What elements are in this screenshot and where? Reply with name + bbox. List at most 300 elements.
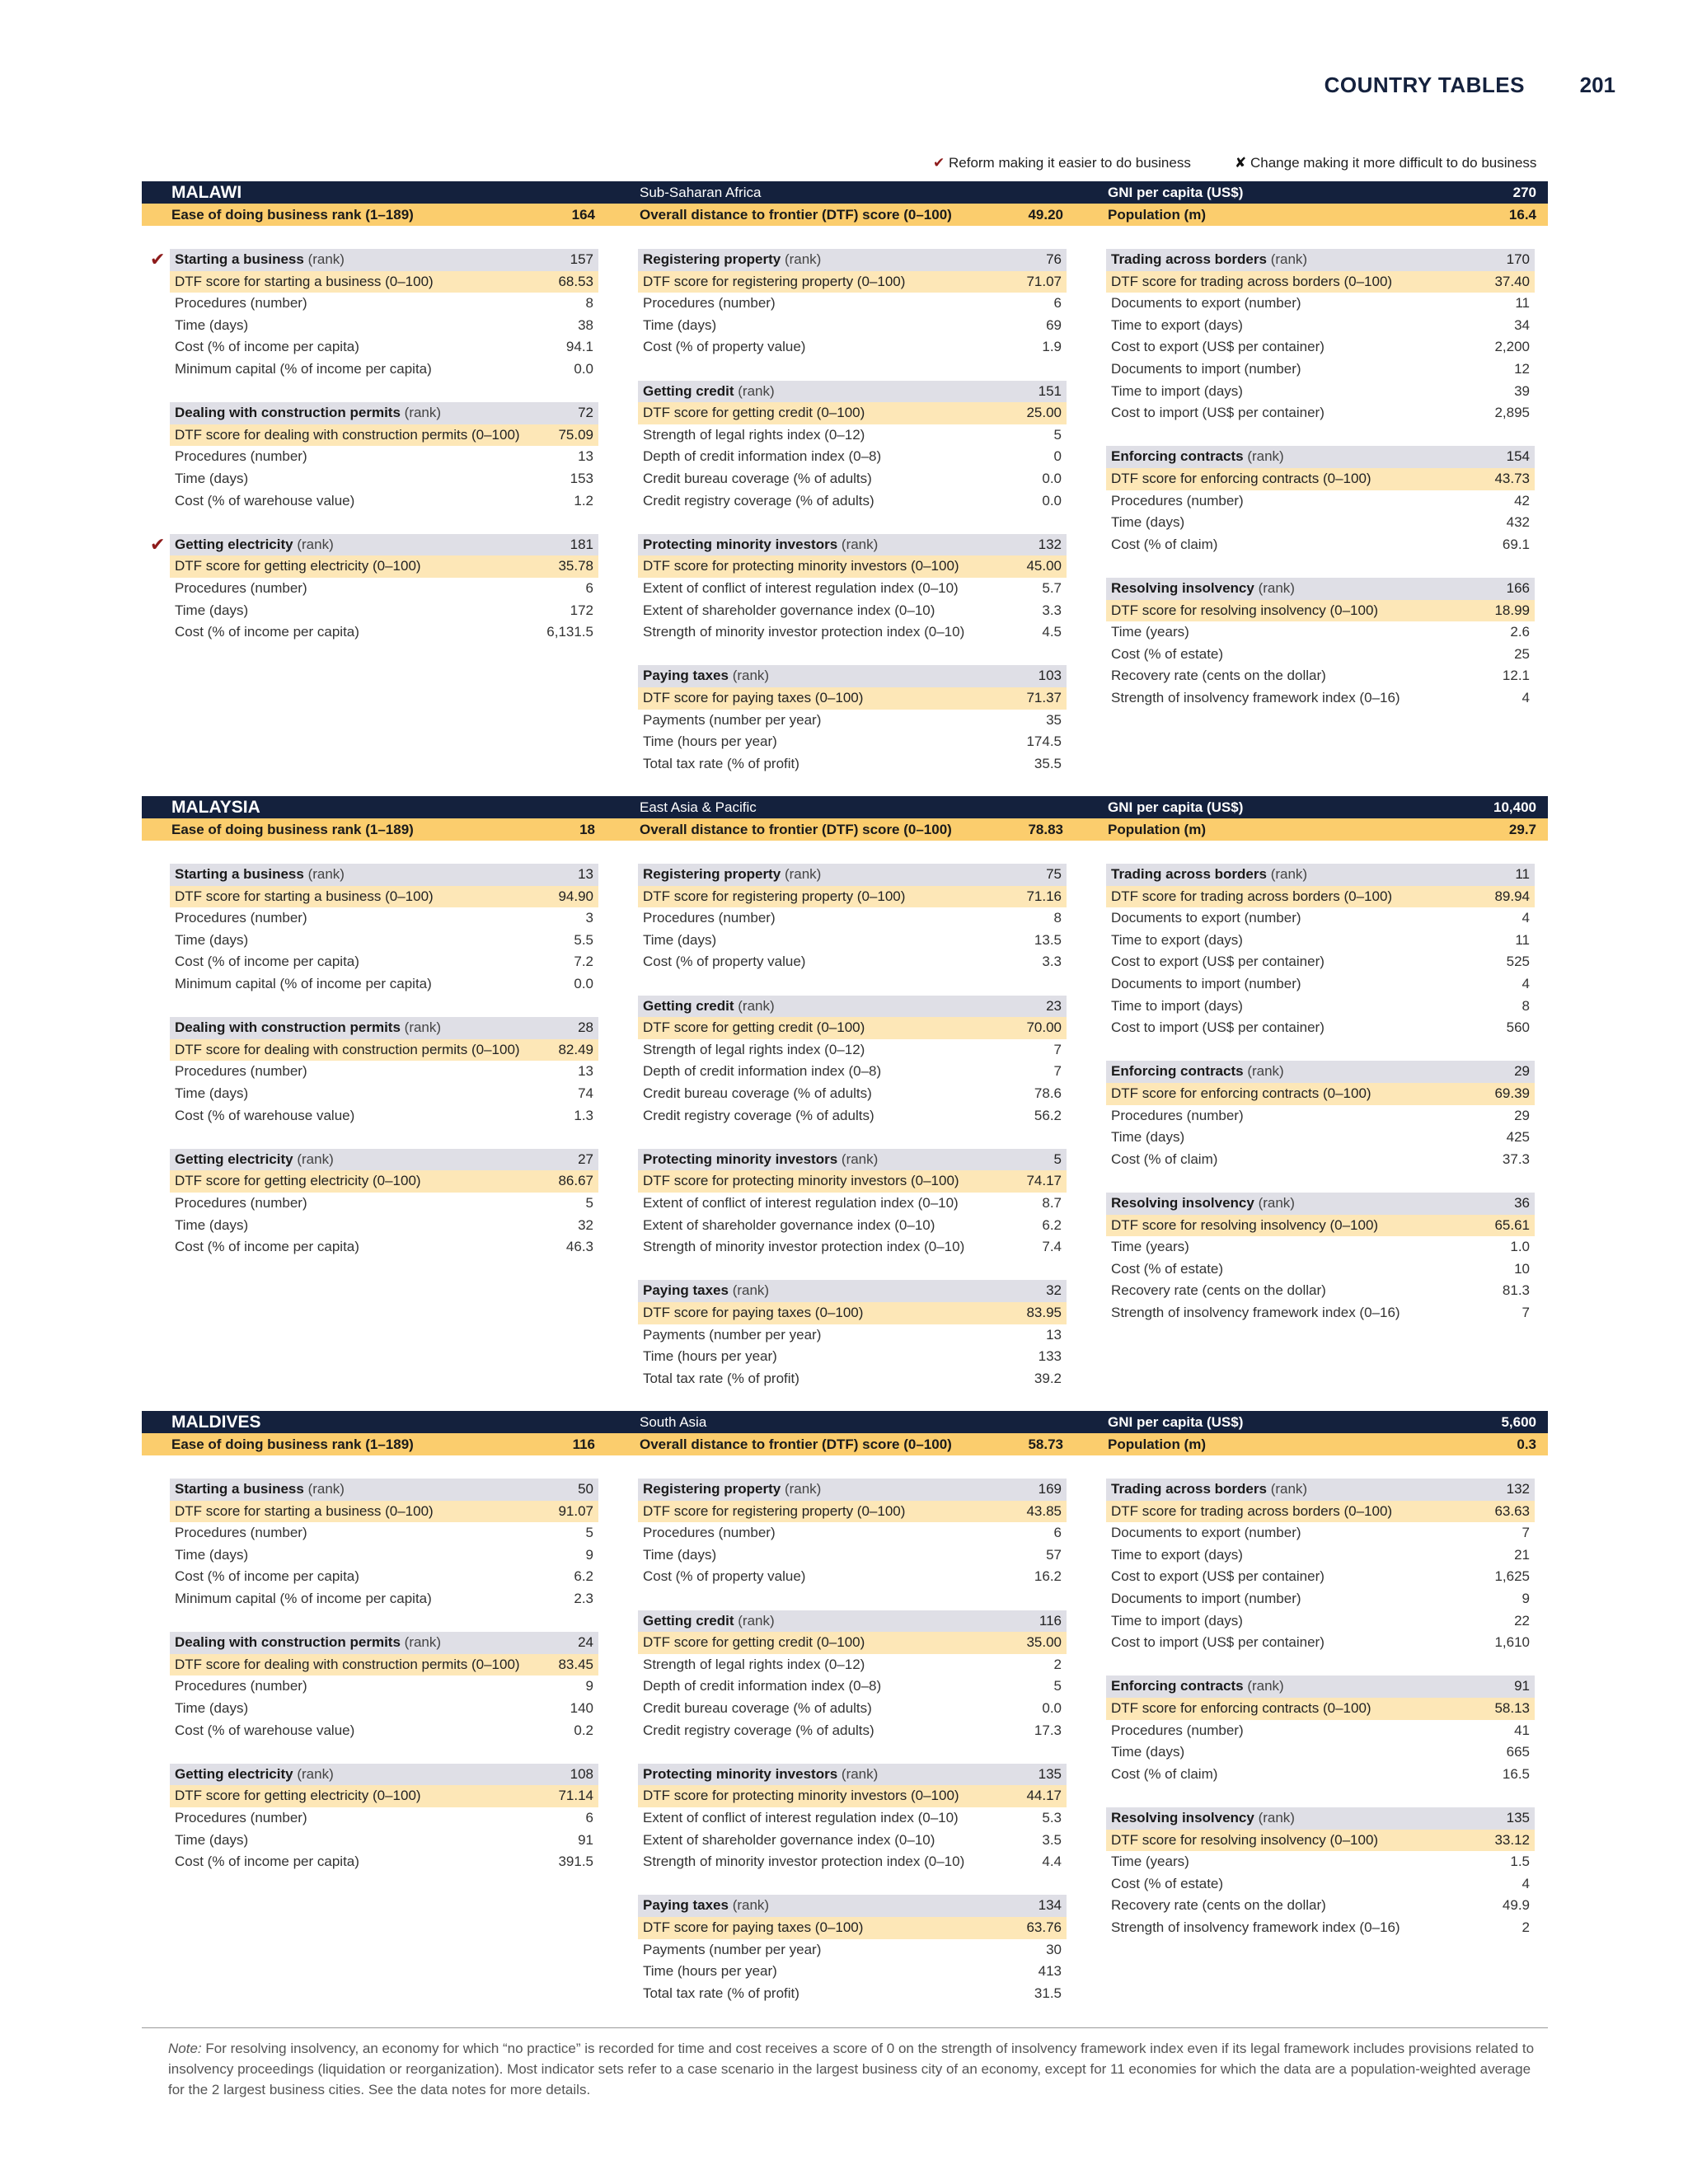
- indicator-enforcing-contracts: [1106, 1061, 1535, 1170]
- sub-indicator-row: [638, 1675, 1067, 1698]
- population-value: 0.3: [1517, 1436, 1536, 1452]
- rank-suffix: (rank): [297, 1151, 334, 1167]
- sub-indicator-value: 0.2: [574, 1722, 593, 1738]
- indicator-rank: 11: [1515, 866, 1530, 882]
- sub-indicator-label: Credit registry coverage (% of adults): [643, 1107, 874, 1123]
- dtf-score-label: DTF score for getting credit (0–100): [643, 405, 865, 421]
- country-name: MALAWI: [171, 183, 242, 202]
- sub-indicator-row: [638, 1698, 1067, 1720]
- sub-indicator-value: 4: [1522, 690, 1530, 705]
- sub-indicator-row: [638, 1324, 1067, 1347]
- indicator-name: Registering property: [643, 1481, 781, 1497]
- indicator-title: [1111, 1193, 1295, 1215]
- sub-indicator-row: [638, 424, 1067, 447]
- sub-indicator-value: 4.5: [1042, 624, 1062, 640]
- sub-indicator-value: 35.5: [1034, 755, 1062, 771]
- sub-indicator-label: Procedures (number): [175, 1063, 307, 1080]
- dtf-score-value: 35.78: [558, 558, 593, 574]
- dtf-score-label: DTF score for paying taxes (0–100): [643, 1919, 864, 1935]
- note-label: Note:: [168, 2041, 202, 2056]
- sub-indicator-row: [170, 359, 598, 381]
- indicator-registering-property: [638, 249, 1067, 359]
- indicator-name: Starting a business: [175, 866, 304, 882]
- indicator-title: [643, 1479, 821, 1501]
- ease-rank-value: 116: [572, 1436, 595, 1452]
- country-header-band: [142, 796, 1548, 841]
- checkmark-icon: ✔: [933, 155, 945, 171]
- dtf-score-row: [170, 1785, 598, 1807]
- sub-indicator-label: Cost (% of warehouse value): [175, 1722, 355, 1738]
- indicator-title: [643, 1149, 878, 1171]
- indicator-rank: 166: [1506, 580, 1530, 596]
- dtf-score-row: [638, 886, 1067, 908]
- sub-indicator-label: Time (days): [175, 931, 249, 948]
- indicator-name: Trading across borders: [1111, 251, 1267, 267]
- sub-indicator-row: [170, 336, 598, 359]
- indicator-title: [643, 1764, 878, 1786]
- sub-indicator-value: 17.3: [1034, 1722, 1062, 1738]
- rank-suffix: (rank): [732, 1282, 770, 1299]
- rank-suffix: (rank): [307, 251, 345, 267]
- sub-indicator-value: 5: [1053, 1678, 1062, 1694]
- sub-indicator-row: [638, 1830, 1067, 1852]
- indicator-paying-taxes: [638, 1895, 1067, 2004]
- dtf-score-label: DTF score for starting a business (0–100): [175, 273, 434, 289]
- sub-indicator-label: Depth of credit information index (0–8): [643, 448, 882, 465]
- sub-indicator-row: [1106, 1258, 1535, 1281]
- sub-indicator-row: [1106, 644, 1535, 666]
- sub-indicator-value: 9: [1522, 1591, 1530, 1606]
- sub-indicator-row: [170, 1236, 598, 1258]
- sub-indicator-label: Time (days): [175, 1546, 249, 1563]
- rank-suffix: (rank): [738, 997, 775, 1014]
- sub-indicator-label: Credit registry coverage (% of adults): [643, 1722, 874, 1738]
- rank-suffix: (rank): [784, 866, 822, 882]
- sub-indicator-label: Time (hours per year): [643, 733, 777, 750]
- sub-indicator-value: 12: [1514, 361, 1530, 377]
- sub-indicator-row: [638, 1544, 1067, 1567]
- dtf-score-row: [638, 555, 1067, 578]
- sub-indicator-label: Strength of insolvency framework index (0–16): [1111, 1305, 1400, 1320]
- sub-indicator-row: [638, 315, 1067, 337]
- sub-indicator-value: 13: [578, 1063, 593, 1080]
- sub-indicator-label: Documents to import (number): [1111, 361, 1301, 377]
- sub-indicator-row: [170, 446, 598, 468]
- dtf-score-value: 43.85: [1026, 1502, 1062, 1519]
- indicator-heading: [638, 1610, 1067, 1633]
- sub-indicator-value: 30: [1046, 1941, 1062, 1957]
- rank-suffix: (rank): [1247, 1678, 1284, 1694]
- dtf-score-value: 86.67: [558, 1173, 593, 1189]
- dtf-score-row: [638, 1501, 1067, 1523]
- sub-indicator-value: 49.9: [1502, 1897, 1530, 1914]
- sub-indicator-label: Time (days): [175, 1085, 249, 1101]
- sub-indicator-row: [1106, 665, 1535, 687]
- indicator-heading: [638, 1895, 1067, 1917]
- rank-suffix: (rank): [307, 866, 345, 882]
- indicator-name: Protecting minority investors: [643, 1765, 838, 1782]
- sub-indicator-label: Procedures (number): [175, 910, 307, 926]
- indicator-dealing-with-construction-permits: [170, 1017, 598, 1127]
- sub-indicator-label: Total tax rate (% of profit): [643, 1985, 799, 2001]
- dtf-score-row: [1106, 468, 1535, 490]
- sub-indicator-row: [1106, 951, 1535, 973]
- indicator-heading: [1106, 578, 1535, 600]
- sub-indicator-label: Extent of conflict of interest regulation index (0–10): [643, 1809, 959, 1825]
- country-block-maldives: [0, 1411, 1688, 2004]
- dtf-score-label: DTF score for resolving insolvency (0–100): [1111, 1216, 1379, 1233]
- sub-indicator-row: [170, 1083, 598, 1105]
- sub-indicator-row: [638, 1720, 1067, 1742]
- sub-indicator-label: Time (days): [1111, 1129, 1185, 1146]
- overall-dtf-value: 58.73: [1028, 1436, 1063, 1452]
- sub-indicator-label: Extent of conflict of interest regulation index (0–10): [643, 579, 959, 596]
- rank-suffix: (rank): [1258, 1810, 1295, 1825]
- dtf-score-label: DTF score for getting credit (0–100): [643, 1634, 865, 1651]
- sub-indicator-row: [170, 1851, 598, 1873]
- indicator-heading: [638, 249, 1067, 271]
- sub-indicator-row: [1106, 402, 1535, 424]
- sub-indicator-row: [638, 710, 1067, 732]
- dtf-score-value: 94.90: [558, 888, 593, 904]
- sub-indicator-label: Time (days): [175, 1216, 249, 1233]
- sub-indicator-row: [1106, 1917, 1535, 1939]
- sub-indicator-label: Time (days): [643, 1546, 717, 1563]
- indicator-rank: 32: [1046, 1282, 1062, 1299]
- sub-indicator-value: 2,895: [1494, 405, 1530, 421]
- sub-indicator-value: 5.7: [1042, 579, 1062, 596]
- dtf-score-row: [170, 1039, 598, 1062]
- sub-indicator-value: 5.3: [1042, 1809, 1062, 1825]
- sub-indicator-label: Procedures (number): [1111, 492, 1244, 509]
- sub-indicator-value: 11: [1515, 295, 1530, 312]
- rank-suffix: (rank): [784, 1481, 822, 1497]
- sub-indicator-row: [1106, 1895, 1535, 1917]
- x-mark-icon: ✘: [1235, 155, 1247, 171]
- sub-indicator-row: [638, 1039, 1067, 1062]
- rank-suffix: (rank): [1247, 1063, 1284, 1080]
- sub-indicator-value: 560: [1506, 1019, 1530, 1036]
- sub-indicator-label: Cost (% of property value): [643, 339, 806, 355]
- sub-indicator-label: Time to export (days): [1111, 931, 1243, 948]
- sub-indicator-value: 5: [585, 1525, 593, 1541]
- indicator-rank: 5: [1053, 1151, 1062, 1167]
- dtf-score-label: DTF score for registering property (0–100): [643, 273, 906, 289]
- sub-indicator-row: [638, 1851, 1067, 1873]
- dtf-score-row: [1106, 1501, 1535, 1523]
- sub-indicator-label: Cost to export (US$ per container): [1111, 954, 1325, 970]
- indicator-rank: 91: [1514, 1678, 1530, 1694]
- sub-indicator-label: Cost (% of property value): [643, 954, 806, 970]
- indicator-starting-a-business: [170, 1479, 598, 1610]
- sub-indicator-label: Credit registry coverage (% of adults): [643, 492, 874, 509]
- indicator-trading-across-borders: [1106, 1479, 1535, 1654]
- sub-indicator-label: Strength of legal rights index (0–12): [643, 1041, 865, 1057]
- sub-indicator-row: [638, 446, 1067, 468]
- indicator-heading: [170, 1479, 598, 1501]
- dtf-score-row: [170, 271, 598, 293]
- sub-indicator-row: [638, 1061, 1067, 1083]
- sub-indicator-row: [170, 1807, 598, 1830]
- dtf-score-value: 71.16: [1026, 888, 1062, 904]
- sub-indicator-row: [170, 1566, 598, 1588]
- sub-indicator-value: 5.5: [574, 931, 593, 948]
- indicator-rank: 24: [578, 1634, 593, 1651]
- sub-indicator-value: 7.2: [574, 954, 593, 970]
- indicator-rank: 116: [1039, 1612, 1062, 1629]
- dtf-score-label: DTF score for dealing with construction permits (0–100): [175, 1041, 520, 1057]
- sub-indicator-label: Cost to export (US$ per container): [1111, 1568, 1325, 1585]
- indicator-rank: 157: [570, 251, 593, 267]
- ease-rank-label: Ease of doing business rank (1–189): [171, 207, 414, 223]
- indicator-getting-credit: [638, 1610, 1067, 1742]
- dtf-score-value: 69.39: [1494, 1085, 1530, 1101]
- dtf-score-row: [638, 1917, 1067, 1939]
- sub-indicator-row: [170, 600, 598, 622]
- sub-indicator-row: [1106, 359, 1535, 381]
- indicator-title: [643, 381, 775, 403]
- indicator-name: Resolving insolvency: [1111, 1810, 1254, 1825]
- sub-indicator-label: Time (hours per year): [643, 1348, 777, 1365]
- indicator-dealing-with-construction-permits: [170, 1632, 598, 1741]
- sub-indicator-value: 8: [585, 295, 593, 312]
- dtf-score-row: [1106, 1083, 1535, 1105]
- sub-indicator-value: 25: [1514, 645, 1530, 662]
- region: South Asia: [640, 1414, 707, 1430]
- indicator-column: [170, 1479, 598, 1895]
- sub-indicator-label: Cost to import (US$ per container): [1111, 1019, 1325, 1036]
- indicator-rank: 169: [1038, 1481, 1062, 1497]
- indicator-column: [638, 864, 1067, 1412]
- sub-indicator-label: Procedures (number): [643, 910, 776, 926]
- indicator-name: Enforcing contracts: [1111, 448, 1244, 465]
- indicator-getting-credit: [638, 381, 1067, 513]
- indicator-heading: [1106, 249, 1535, 271]
- sub-indicator-row: [1106, 687, 1535, 710]
- dtf-score-label: DTF score for trading across borders (0–100): [1111, 888, 1393, 904]
- indicator-name: Starting a business: [175, 1481, 304, 1497]
- sub-indicator-label: Depth of credit information index (0–8): [643, 1678, 882, 1694]
- indicator-rank: 151: [1038, 382, 1062, 399]
- sub-indicator-value: 9: [585, 1546, 593, 1563]
- indicator-heading: [1106, 1193, 1535, 1215]
- sub-indicator-row: [638, 468, 1067, 490]
- sub-indicator-value: 3: [585, 910, 593, 926]
- dtf-score-label: DTF score for resolving insolvency (0–100): [1111, 602, 1379, 618]
- gni-value: 5,600: [1501, 1414, 1536, 1430]
- sub-indicator-row: [638, 753, 1067, 776]
- dtf-score-value: 37.40: [1494, 273, 1530, 289]
- sub-indicator-row: [638, 1215, 1067, 1237]
- sub-indicator-row: [1106, 1236, 1535, 1258]
- dtf-score-label: DTF score for getting electricity (0–100): [175, 1788, 421, 1804]
- country-summary-bar: [142, 204, 1548, 226]
- indicator-heading: [638, 381, 1067, 403]
- indicator-name: Getting credit: [643, 1612, 734, 1629]
- reform-checkmark-icon: ✔: [150, 533, 166, 555]
- sub-indicator-row: [1106, 907, 1535, 930]
- sub-indicator-row: [638, 930, 1067, 952]
- indicator-rank: 134: [1038, 1897, 1062, 1914]
- sub-indicator-value: 3.3: [1042, 602, 1062, 618]
- sub-indicator-label: Procedures (number): [1111, 1107, 1244, 1123]
- rank-suffix: (rank): [841, 1765, 879, 1782]
- indicator-heading: [1106, 1479, 1535, 1501]
- sub-indicator-label: Time (years): [1111, 624, 1189, 640]
- sub-indicator-label: Time (days): [175, 1831, 249, 1848]
- sub-indicator-label: Cost (% of claim): [1111, 1151, 1218, 1167]
- rank-suffix: (rank): [1270, 866, 1308, 882]
- indicator-column: [638, 1479, 1067, 2027]
- sub-indicator-label: Cost (% of claim): [1111, 1765, 1218, 1782]
- rank-suffix: (rank): [732, 668, 770, 684]
- indicator-paying-taxes: [638, 665, 1067, 775]
- sub-indicator-value: 6: [585, 1809, 593, 1825]
- sub-indicator-value: 0.0: [1042, 1699, 1062, 1716]
- dtf-score-label: DTF score for enforcing contracts (0–100): [1111, 1699, 1372, 1716]
- indicator-title: [1111, 578, 1295, 600]
- indicator-name: Trading across borders: [1111, 1481, 1267, 1497]
- indicator-rank: 181: [570, 536, 593, 552]
- sub-indicator-row: [638, 1983, 1067, 2005]
- legend-change-text: Change making it more difficult to do business: [1250, 155, 1537, 171]
- indicator-heading: [170, 1017, 598, 1039]
- indicator-rank: 36: [1514, 1195, 1530, 1211]
- indicator-name: Resolving insolvency: [1111, 580, 1254, 596]
- indicator-heading: [1106, 864, 1535, 886]
- country-title-bar: [142, 1411, 1548, 1433]
- sub-indicator-label: Procedures (number): [175, 1194, 307, 1211]
- country-name: MALAYSIA: [171, 798, 260, 817]
- sub-indicator-row: [170, 621, 598, 644]
- overall-dtf-label: Overall distance to frontier (DTF) score (0–100): [640, 822, 952, 837]
- sub-indicator-label: Extent of shareholder governance index (0–10): [643, 1216, 935, 1233]
- indicator-title: [175, 534, 334, 556]
- gni-label: GNI per capita (US$): [1108, 1414, 1244, 1430]
- indicator-registering-property: [638, 1479, 1067, 1588]
- rank-suffix: (rank): [841, 536, 879, 552]
- rank-suffix: (rank): [297, 536, 334, 552]
- footnote: [142, 2027, 1548, 2100]
- sub-indicator-value: 5: [585, 1194, 593, 1211]
- indicator-heading: [1106, 1675, 1535, 1698]
- sub-indicator-label: Procedures (number): [175, 1525, 307, 1541]
- sub-indicator-label: Credit bureau coverage (% of adults): [643, 1699, 872, 1716]
- sub-indicator-row: [1106, 490, 1535, 513]
- dtf-score-label: DTF score for trading across borders (0–100): [1111, 273, 1393, 289]
- sub-indicator-label: Cost (% of estate): [1111, 645, 1224, 662]
- dtf-score-row: [638, 271, 1067, 293]
- reform-checkmark-icon: ✔: [150, 249, 166, 269]
- sub-indicator-value: 22: [1514, 1612, 1530, 1629]
- indicator-heading: [170, 534, 598, 556]
- indicator-trading-across-borders: [1106, 864, 1535, 1039]
- rank-suffix: (rank): [784, 251, 822, 267]
- indicator-rank: 170: [1506, 251, 1530, 267]
- sub-indicator-row: [1106, 1851, 1535, 1873]
- indicator-heading: [1106, 1807, 1535, 1830]
- sub-indicator-value: 413: [1038, 1963, 1062, 1980]
- indicator-column: [150, 249, 598, 665]
- sub-indicator-label: Time (days): [175, 602, 249, 618]
- sub-indicator-label: Minimum capital (% of income per capita): [175, 361, 432, 377]
- dtf-score-value: 71.07: [1026, 273, 1062, 289]
- overall-dtf-label: Overall distance to frontier (DTF) score (0–100): [640, 1436, 952, 1452]
- sub-indicator-row: [170, 973, 598, 996]
- sub-indicator-row: [170, 930, 598, 952]
- indicator-resolving-insolvency: [1106, 578, 1535, 710]
- indicator-heading: [170, 1764, 598, 1786]
- dtf-score-value: 63.63: [1494, 1502, 1530, 1519]
- sub-indicator-value: 7: [1522, 1525, 1530, 1541]
- sub-indicator-value: 7.4: [1042, 1239, 1062, 1255]
- dtf-score-label: DTF score for getting credit (0–100): [643, 1019, 865, 1036]
- sub-indicator-value: 4: [1522, 910, 1530, 926]
- sub-indicator-row: [638, 1083, 1067, 1105]
- sub-indicator-label: Cost (% of income per capita): [175, 1239, 359, 1255]
- ease-rank-label: Ease of doing business rank (1–189): [171, 822, 414, 837]
- sub-indicator-value: 56.2: [1034, 1107, 1062, 1123]
- sub-indicator-value: 35: [1046, 711, 1062, 728]
- indicator-rank: 75: [1046, 866, 1062, 882]
- sub-indicator-label: Cost (% of income per capita): [175, 954, 359, 970]
- sub-indicator-label: Cost to import (US$ per container): [1111, 405, 1325, 421]
- indicator-name: Enforcing contracts: [1111, 1678, 1244, 1694]
- sub-indicator-row: [638, 907, 1067, 930]
- dtf-score-row: [170, 555, 598, 578]
- dtf-score-value: 71.37: [1026, 689, 1062, 705]
- sub-indicator-row: [638, 951, 1067, 973]
- sub-indicator-label: Documents to import (number): [1111, 976, 1301, 991]
- sub-indicator-value: 37.3: [1502, 1151, 1530, 1167]
- sub-indicator-label: Cost to export (US$ per container): [1111, 339, 1325, 355]
- sub-indicator-label: Documents to export (number): [1111, 910, 1301, 926]
- indicator-rank: 23: [1046, 997, 1062, 1014]
- dtf-score-row: [638, 1785, 1067, 1807]
- sub-indicator-value: 0.0: [574, 976, 593, 991]
- indicator-column: [1106, 864, 1535, 1346]
- sub-indicator-label: Recovery rate (cents on the dollar): [1111, 1282, 1326, 1299]
- legend: [907, 155, 1550, 176]
- sub-indicator-value: 0: [1053, 448, 1062, 465]
- sub-indicator-value: 31.5: [1034, 1985, 1062, 2001]
- sub-indicator-value: 1.0: [1510, 1239, 1530, 1255]
- sub-indicator-row: [638, 578, 1067, 600]
- dtf-score-value: 25.00: [1026, 405, 1062, 421]
- indicator-heading: [638, 864, 1067, 886]
- indicator-heading: [638, 1280, 1067, 1302]
- sub-indicator-label: Time to export (days): [1111, 1546, 1243, 1563]
- dtf-score-row: [638, 1302, 1067, 1324]
- sub-indicator-value: 3.3: [1042, 954, 1062, 970]
- sub-indicator-label: Cost (% of claim): [1111, 536, 1218, 552]
- dtf-score-value: 58.13: [1494, 1699, 1530, 1716]
- sub-indicator-value: 1,625: [1494, 1568, 1530, 1585]
- dtf-score-value: 70.00: [1026, 1019, 1062, 1036]
- rank-suffix: (rank): [738, 382, 775, 399]
- dtf-score-value: 33.12: [1494, 1831, 1530, 1848]
- indicator-rank: 29: [1514, 1063, 1530, 1080]
- sub-indicator-row: [170, 293, 598, 315]
- country-header-band: [142, 181, 1548, 226]
- sub-indicator-value: 1.5: [1510, 1854, 1530, 1870]
- sub-indicator-row: [170, 951, 598, 973]
- sub-indicator-row: [1106, 1566, 1535, 1588]
- sub-indicator-label: Strength of legal rights index (0–12): [643, 1656, 865, 1672]
- indicator-title: [175, 1479, 345, 1501]
- indicator-name: Dealing with construction permits: [175, 405, 401, 421]
- sub-indicator-label: Minimum capital (% of income per capita): [175, 976, 432, 991]
